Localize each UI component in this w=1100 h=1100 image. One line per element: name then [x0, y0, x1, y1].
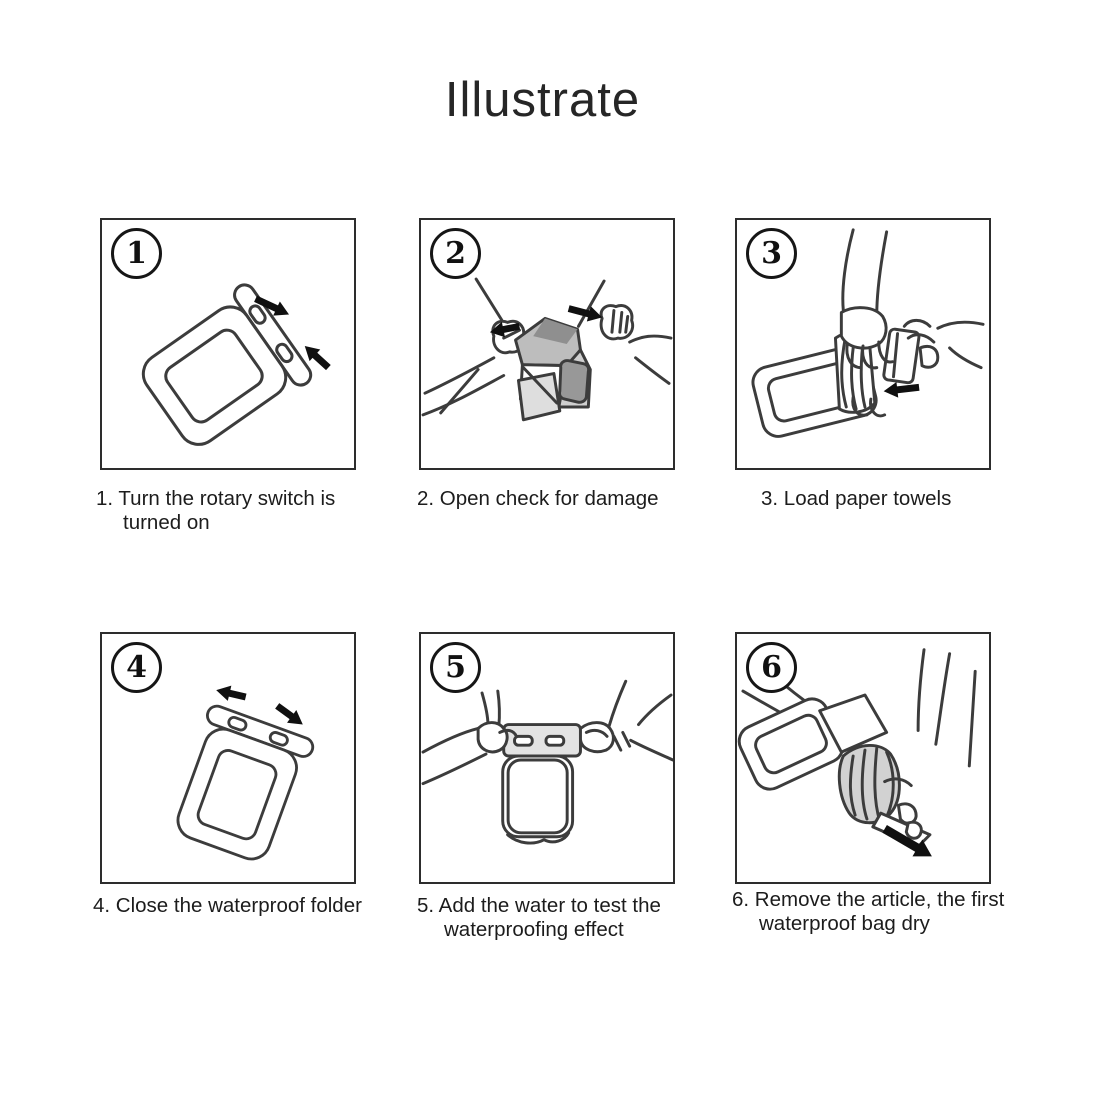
step-4-number-badge: [111, 642, 162, 693]
pouch-drawing: [131, 281, 315, 459]
step-2-number-badge: [430, 228, 481, 279]
step-5-panel: [419, 632, 675, 884]
step-2-caption: 2. Open check for damage: [417, 487, 659, 510]
step-4-number: 4: [126, 650, 147, 685]
arrow-icon: [216, 686, 246, 701]
arrow-icon: [275, 703, 303, 724]
clasp-piece: [883, 329, 919, 384]
step-3-caption: 3. Load paper towels: [761, 487, 952, 510]
step-2-number: 2: [445, 236, 466, 271]
step-3-panel: [735, 218, 991, 470]
hands-opening-bag-drawing: [423, 279, 671, 420]
arrow-icon: [884, 382, 920, 398]
step-5-number: 5: [445, 650, 466, 685]
step-1-number-badge: [111, 228, 162, 279]
step-5-number-badge: [430, 642, 481, 693]
step-6-number: 6: [761, 650, 782, 685]
page-title: Illustrate: [444, 73, 641, 127]
pouch-drawing: [166, 703, 316, 866]
step-4-panel: [100, 632, 356, 884]
arrow-icon: [568, 305, 602, 321]
step-5-caption: 5. Add the water to test the waterproofing effect: [417, 894, 661, 941]
step-3-number-badge: [746, 228, 797, 279]
step-6-number-badge: [746, 642, 797, 693]
step-4-caption: 4. Close the waterproof folder: [93, 894, 362, 917]
step-1-number: 1: [126, 236, 147, 271]
step-6-caption: 6. Remove the article, the first waterproof bag dry: [732, 888, 1005, 935]
step-3-number: 3: [761, 236, 782, 271]
step-6-panel: [735, 632, 991, 884]
step-2-panel: [419, 218, 675, 470]
step-1-panel: [100, 218, 356, 470]
holding-filled-pouch-drawing: [423, 681, 673, 843]
step-1-caption: 1. Turn the rotary switch is turned on: [96, 487, 336, 534]
